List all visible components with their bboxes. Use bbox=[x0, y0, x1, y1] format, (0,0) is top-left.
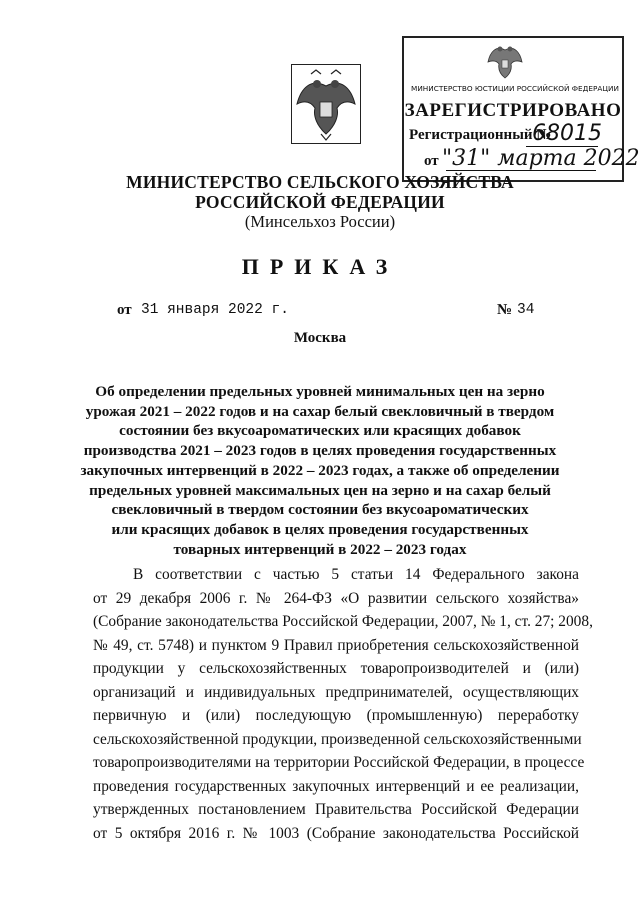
title-line: или красящих добавок в целях проведения государственных bbox=[111, 520, 529, 538]
title-line: предельных уровней максимальных цен на зерно и на сахар белый bbox=[89, 481, 551, 499]
stamp-ministry-label: МИНИСТЕРСТВО ЮСТИЦИИ РОССИЙСКОЙ ФЕДЕРАЦИИ bbox=[411, 84, 619, 93]
title-line: производства 2021 – 2023 годов в целях проведения государственных bbox=[83, 442, 557, 460]
body-line: сельскохозяйственной продукции, произведенной сельскохозяйственными bbox=[93, 730, 582, 748]
title-line: товарных интервенций в 2022 – 2023 годах bbox=[173, 540, 467, 558]
body-line: утвержденных постановлением Правительства Российской Федерации bbox=[93, 801, 579, 819]
city: Москва bbox=[293, 330, 347, 346]
stamp-date-prefix: от bbox=[424, 153, 439, 169]
order-date-label: от bbox=[117, 302, 132, 318]
body-line: организаций и индивидуальных предпринимателей, осуществляющих bbox=[93, 683, 579, 701]
stamp-status: ЗАРЕГИСТРИРОВАНО bbox=[404, 100, 622, 121]
title-line: закупочных интервенций в 2022 – 2023 годах, а также об определении bbox=[80, 461, 560, 479]
ministry-name-line: РОССИЙСКОЙ ФЕДЕРАЦИИ bbox=[195, 192, 445, 212]
body-line: № 49, ст. 5748) и пунктом 9 Правил приобретения сельскохозяйственной bbox=[93, 636, 579, 654]
body-line: от 29 декабря 2006 г. № 264-ФЗ «О развитии сельского хозяйства» bbox=[93, 589, 579, 607]
stamp-emblem-icon bbox=[486, 40, 524, 80]
body-line: товаропроизводителями на территории Российской Федерации, в процессе bbox=[93, 754, 585, 772]
title-line: состоянии без вкусоароматических или красящих добавок bbox=[119, 422, 521, 440]
body-paragraph bbox=[93, 563, 593, 846]
title-line: Об определении предельных уровней минимальных цен на зерно bbox=[95, 383, 545, 400]
body-line: первичную и (или) последующую (промышленную) переработку bbox=[93, 707, 579, 725]
order-number: 34 bbox=[517, 302, 535, 318]
body-line: продукции у сельскохозяйственных товаропроизводителей и (или) bbox=[93, 660, 579, 678]
order-date: 31 января 2022 г. bbox=[141, 302, 289, 318]
title-line: свекловичный в твердом состоянии без вкусоароматических bbox=[111, 501, 529, 519]
ministry-short-name: (Минсельхоз России) bbox=[244, 212, 396, 231]
order-title: ПРИКАЗ bbox=[241, 254, 399, 279]
stamp-registration-number: 68015 bbox=[532, 121, 602, 146]
stamp-registration-label: Регистрационный № bbox=[409, 127, 552, 143]
title-line: урожая 2021 – 2022 годов и на сахар белый свекловичный в твердом bbox=[85, 402, 555, 420]
body-line: проведения государственных закупочных интервенций и ее реализации, bbox=[93, 777, 579, 795]
body-line: (Собрание законодательства Российской Федерации, 2007, № 1, ст. 27; 2008, bbox=[93, 613, 593, 631]
stamp-registration-date: "31" марта 2022 bbox=[442, 146, 640, 171]
ministry-name-line: МИНИСТЕРСТВО СЕЛЬСКОГО ХОЗЯЙСТВА bbox=[126, 172, 514, 192]
coat-of-arms-icon bbox=[291, 64, 361, 144]
body-line: В соответствии с частью 5 статьи 14 Федерального закона bbox=[133, 566, 579, 583]
document-title bbox=[80, 382, 560, 559]
order-number-label: № bbox=[497, 302, 513, 318]
body-line: от 5 октября 2016 г. № 1003 (Собрание законодательства Российской bbox=[93, 825, 579, 843]
stamp-date-underline bbox=[446, 170, 596, 171]
ministry-name bbox=[100, 172, 540, 212]
